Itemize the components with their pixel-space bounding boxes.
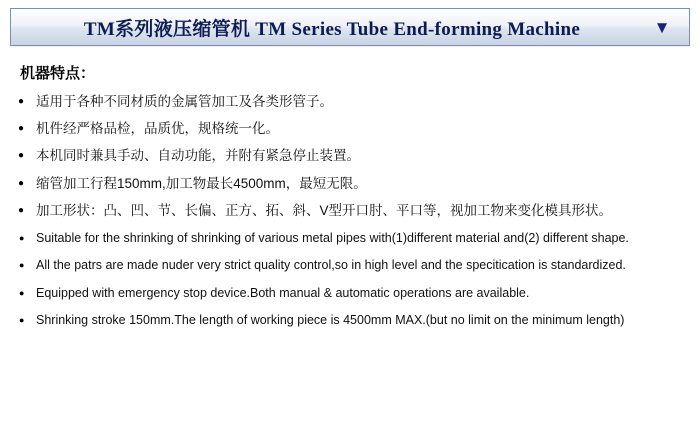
list-item	[18, 175, 682, 193]
list-item	[18, 202, 682, 220]
list-item-text: 本机同时兼具手动、自动功能，并附有紧急停止装置。	[36, 148, 360, 164]
bullet-icon: ●	[19, 287, 25, 298]
bullet-icon: ●	[19, 260, 25, 271]
bullet-icon: ●	[19, 315, 25, 326]
list-item-text: Suitable for the shrinking of shrinking of various metal pipes with(1)different material and(2) different shape.	[36, 231, 629, 246]
list-item	[18, 229, 682, 248]
list-item-text: 缩管加工行程150mm,加工物最长4500mm，最短无限。	[36, 175, 367, 191]
chinese-feature-list	[18, 93, 682, 220]
list-item	[18, 120, 682, 138]
bullet-icon: ●	[18, 96, 25, 107]
bullet-icon: ●	[18, 123, 25, 135]
list-item-text: All the patrs are made nuder very strict quality control,so in high level and the specitication is standardized.	[36, 258, 626, 273]
section-heading: 机器特点：	[20, 65, 96, 82]
bullet-icon: ●	[18, 150, 25, 162]
list-item	[18, 93, 682, 111]
list-item-text: Shrinking stroke 150mm.The length of working piece is 4500mm MAX.(but no limit on the minimum length)	[36, 313, 625, 328]
title-banner	[10, 8, 690, 46]
list-item-text: 适用于各种不同材质的金属管加工及各类形管子。	[36, 94, 333, 109]
features-content	[0, 46, 700, 331]
bullet-icon: ●	[19, 233, 25, 244]
list-item-text: 加工形状：凸、凹、节、长偏、正方、拓、斜、V型开口肘、平口等，视加工物来变化模具形状。	[36, 202, 613, 218]
bullet-icon: ●	[18, 177, 25, 189]
list-item	[18, 311, 682, 330]
page-title: TM系列液压缩管机 TM Series Tube End-forming Machine	[83, 18, 581, 40]
list-item-text: 机件经严格品检，品质优，规格统一化。	[36, 121, 279, 137]
english-feature-list	[18, 229, 682, 331]
chevron-down-icon: ▼	[653, 17, 671, 37]
list-item-text: Equipped with emergency stop device.Both manual & automatic operations are available.	[36, 285, 530, 300]
bullet-icon: ●	[18, 204, 25, 216]
list-item	[18, 147, 682, 165]
list-item	[18, 284, 682, 303]
product-spec-page	[0, 8, 700, 448]
list-item	[18, 256, 682, 275]
